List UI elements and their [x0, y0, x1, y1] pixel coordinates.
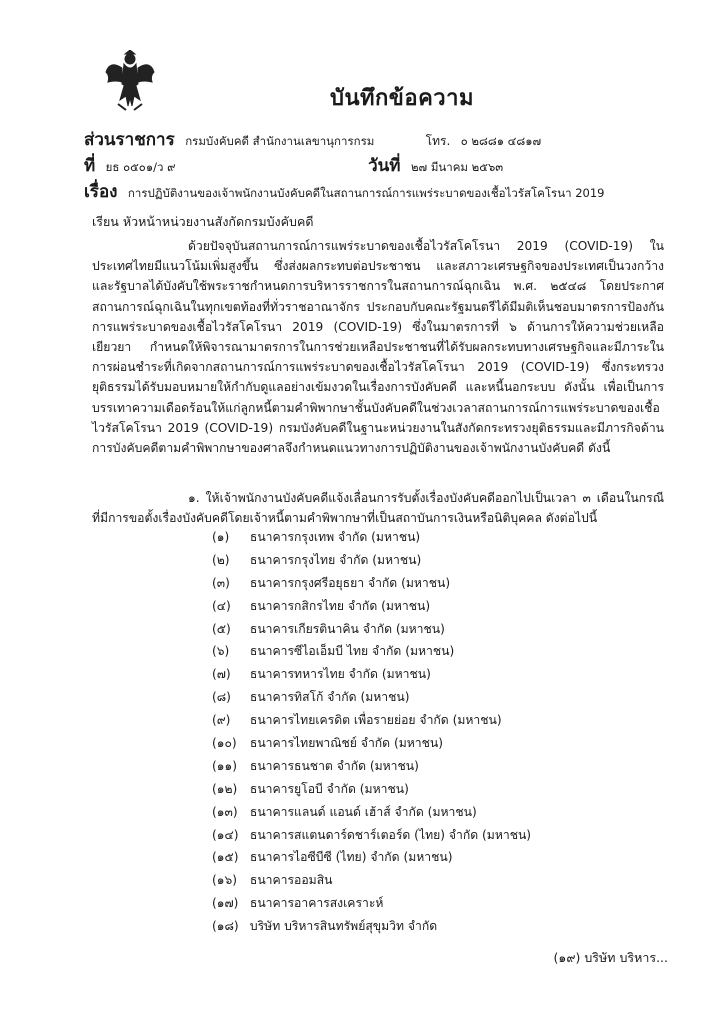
list-item-name: ธนาคารยูโอบี จำกัด (มหาชน) — [249, 781, 409, 796]
list-item — [212, 894, 531, 917]
list-item-name: ธนาคารกรุงเทพ จำกัด (มหาชน) — [249, 530, 421, 544]
list-item-number: (๙) — [212, 713, 231, 728]
list-item — [212, 574, 531, 597]
list-item — [212, 528, 531, 551]
tel-label: โทร. — [425, 134, 451, 148]
ref-date-row — [84, 152, 664, 174]
list-item — [212, 665, 531, 688]
list-item-number: (๑๘) — [212, 919, 239, 934]
list-item-number: (๕) — [212, 621, 231, 636]
list-item-name: ธนาคารสแตนดาร์ดชาร์เตอร์ด (ไทย) จำกัด (มหาชน) — [249, 827, 532, 842]
body-paragraph-2: ๑. ให้เจ้าพนักงานบังคับคดีแจ้งเลื่อนการรับตั้งเรื่องบังคับคดีออกไปเป็นเวลา ๓ เดือนในกรณีที่มีการขอตั้งเรื่องบังคับคดีโดยเจ้าหนี้ตามคำพิพากษาที่เป็นสถาบันการเงินหรือนิติบุคคล ดังต่อไปนี้ — [92, 491, 664, 526]
list-item-name: ธนาคารกรุงไทย จำกัด (มหาชน) — [249, 552, 422, 567]
list-item — [212, 597, 531, 620]
list-item-name: ธนาคารไทยเครดิต เพื่อรายย่อย จำกัด (มหาชน) — [249, 713, 502, 728]
tel-value: ๐ ๒๘๘๑ ๔๘๑๗ — [459, 133, 583, 148]
subject-label: เรื่อง — [84, 182, 118, 200]
list-item-number: (๓) — [212, 575, 230, 590]
list-item-name: ธนาคารไทยพาณิชย์ จำกัด (มหาชน) — [249, 736, 443, 751]
list-item-number: (๑๓) — [212, 804, 238, 819]
list-item — [212, 803, 531, 826]
list-item-name: ธนาคารทหารไทย จำกัด (มหาชน) — [249, 667, 431, 682]
list-item-number: (๑๖) — [212, 873, 237, 888]
list-item-name: ธนาคารเกียรตินาคิน จำกัด (มหาชน) — [249, 621, 445, 636]
list-item-name: บริษัท บริหารสินทรัพย์สุขุมวิท จำกัด — [249, 919, 438, 934]
agency-value: กรมบังคับคดี สำนักงานเลขานุการกรม — [183, 133, 417, 148]
list-item-name: ธนาคารออมสิน — [249, 873, 333, 888]
list-item — [212, 917, 531, 940]
list-item — [212, 848, 531, 871]
list-item-number: (๔) — [212, 598, 231, 613]
list-item-name: ธนาคารกสิกรไทย จำกัด (มหาชน) — [249, 598, 431, 613]
list-item — [212, 642, 531, 665]
list-item — [212, 826, 531, 849]
ref-label: ที่ — [84, 156, 96, 174]
list-item-number: (๑๐) — [212, 736, 237, 751]
list-item-number: (๑๒) — [212, 781, 238, 796]
body-paragraph-1: ด้วยปัจจุบันสถานการณ์การแพร่ระบาดของเชื้อไวรัสโคโรนา 2019 (COVID-19) ในประเทศไทยมีแนวโน้มเพิ่มสูงขึ้น ซึ่งส่งผลกระทบต่อประชาชน และสภาวะเศรษฐกิจของประเทศเป็นวงกว้าง และรัฐบาลได้บังคับใช้พระราชกำหนดการบริหารราชการในสถานการณ์ฉุกเฉิน พ.ศ. ๒๕๔๘ โดยประกาศสถานการณ์ฉุกเฉินในทุกเขตท้องที่ทั่วราชอาณาจักร ประกอบกับคณะรัฐมนตรีได้มีมติเห็นชอบมาตรการป้องกันการแพร่ระบาดของเชื้อไวรัสโคโรนา 2019 (COVID-19) ซึ่งในมาตรการที่ ๖ ด้านการให้ความช่วยเหลือเยียวยา กำหนดให้พิจารณามาตรการในการช่วยเหลือประชาชนที่ได้รับผลกระทบทางเศรษฐกิจและมีภาระในการผ่อนชำระที่เกิดจากสถานการณ์การแพร่ระบาดของเชื้อไวรัสโคโรนา 2019 (COVID-19) ซึ่งกระทรวงยุติธรรมได้รับมอบหมายให้กำกับดูแลอย่างเข้มงวดในเรื่องการบังคับคดี และหนี้นอกระบบ ดังนั้น เพื่อเป็นการบรรเทาความเดือดร้อนให้แก่ลูกหนี้ตามคำพิพากษาชั้นบังคับคดีในช่วงเวลาสถานการณ์การแพร่ระบาดของเชื้อไวรัสโคโรนา 2019 (COVID-19) กรมบังคับคดีในฐานะหน่วยงานในสังกัดกระทรวงยุติธรรมและมีภารกิจด้านการบังคับคดีตามคำพิพากษาของศาลจึงกำหนดแนวทางการปฏิบัติงานของเจ้าพนักงานบังคับคดี ดังนี้ — [92, 239, 664, 456]
agency-label: ส่วนราชการ — [84, 130, 175, 148]
list-item — [212, 688, 531, 711]
list-item-number: (๒) — [212, 552, 230, 567]
list-item — [212, 551, 531, 574]
salutation: เรียน หัวหน้าหน่วยงานสังกัดกรมบังคับคดี — [92, 214, 314, 229]
list-item-number: (๑) — [212, 530, 230, 544]
list-item-name: ธนาคารกรุงศรีอยุธยา จำกัด (มหาชน) — [249, 575, 451, 590]
list-item — [212, 871, 531, 894]
memo-title: บันทึกข้อความ — [329, 86, 474, 111]
list-item-number: (๖) — [212, 644, 230, 659]
list-item-number: (๘) — [212, 690, 231, 705]
bank-list — [212, 528, 531, 940]
list-item-number: (๑๔) — [212, 827, 239, 842]
list-item — [212, 620, 531, 643]
list-item-name: ธนาคารไอซีบีซี (ไทย) จำกัด (มหาชน) — [249, 850, 453, 865]
list-item-name: ธนาคารธนชาต จำกัด (มหาชน) — [249, 758, 419, 773]
list-item-name: ธนาคารอาคารสงเคราะห์ — [249, 896, 384, 911]
list-item-number: (๗) — [212, 667, 231, 682]
agency-row — [84, 126, 664, 148]
list-item-number: (๑๕) — [212, 850, 239, 865]
list-item — [212, 757, 531, 780]
list-item-name: ธนาคารทิสโก้ จำกัด (มหาชน) — [249, 690, 410, 705]
list-item — [212, 734, 531, 757]
continuation-note: (๑๙) บริษัท บริหาร... — [553, 950, 668, 965]
date-value: ๒๗ มีนาคม ๒๕๖๓ — [409, 159, 613, 174]
subject-value: การปฏิบัติงานของเจ้าพนักงานบังคับคดีในสถานการณ์การแพร่ระบาดของเชื้อไวรัสโคโรนา 2019 — [126, 185, 650, 200]
ref-value: ยธ ๐๕๐๑/ว ๙ — [104, 159, 358, 174]
list-item-name: ธนาคารซีไอเอ็มบี ไทย จำกัด (มหาชน) — [249, 644, 455, 659]
date-label: วันที่ — [368, 156, 401, 174]
list-item-number: (๑๗) — [212, 896, 239, 911]
list-item-number: (๑๑) — [212, 758, 237, 773]
list-item-name: ธนาคารแลนด์ แอนด์ เฮ้าส์ จำกัด (มหาชน) — [249, 804, 477, 819]
list-item — [212, 711, 531, 734]
list-item — [212, 780, 531, 803]
subject-row — [84, 178, 664, 200]
